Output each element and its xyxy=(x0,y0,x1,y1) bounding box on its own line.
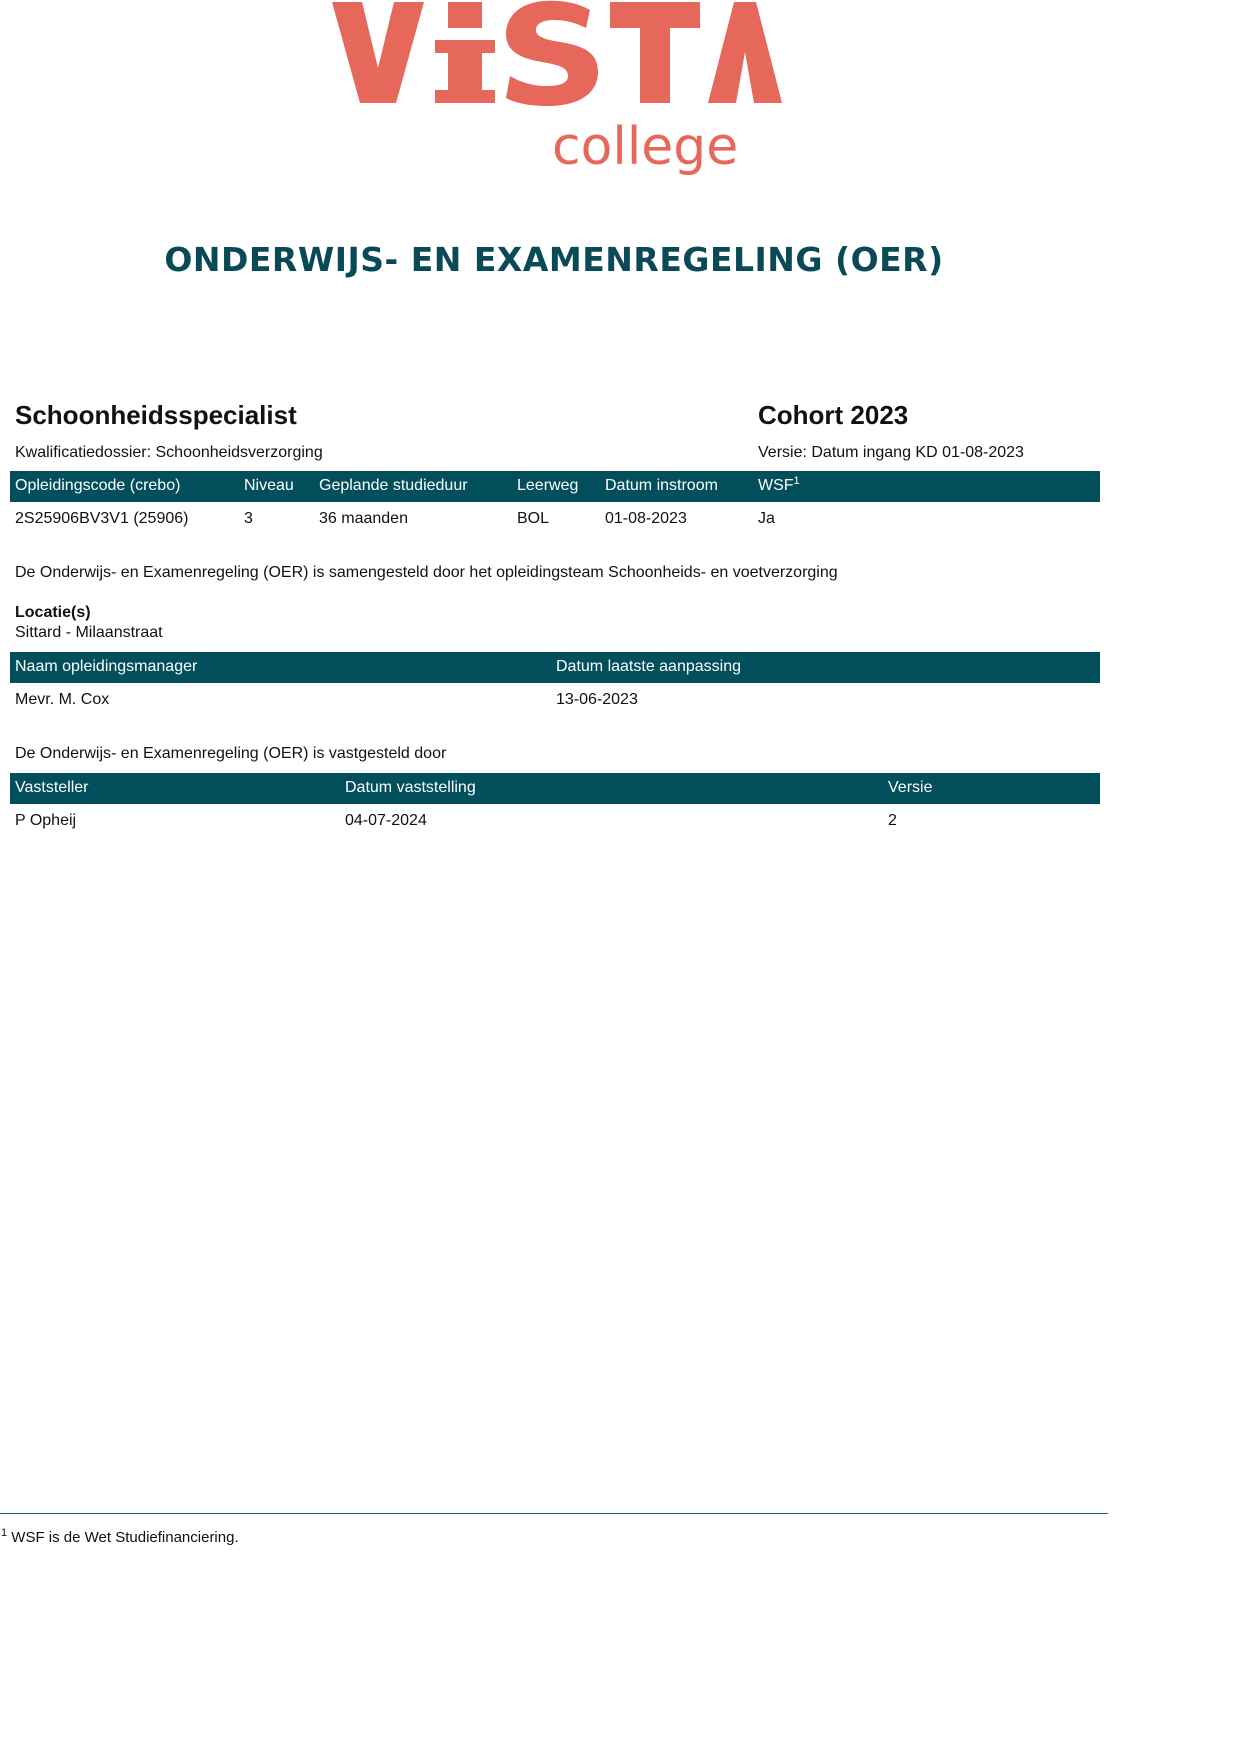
composed-by-text: De Onderwijs- en Examenregeling (OER) is samengesteld door het opleidingsteam Schoonheids- en voetverzorging xyxy=(15,564,838,581)
manager-table-header xyxy=(10,652,1100,683)
locations-value: Sittard - Milaanstraat xyxy=(15,624,163,641)
cell-datum-instroom: 01-08-2023 xyxy=(605,510,687,527)
col-wsf xyxy=(758,477,800,495)
col-opleidingsmanager: Naam opleidingsmanager xyxy=(15,658,198,675)
col-laatste-aanpassing: Datum laatste aanpassing xyxy=(556,658,741,675)
locations-label: Locatie(s) xyxy=(15,604,91,621)
document-title: ONDERWIJS- EN EXAMENREGELING (OER) xyxy=(164,240,944,279)
cell-versie: 2 xyxy=(888,812,897,829)
table-row xyxy=(10,691,1100,713)
vista-college-logo xyxy=(328,0,784,185)
version-info: Versie: Datum ingang KD 01-08-2023 xyxy=(758,444,1024,461)
footnote-marker: 1 xyxy=(1,1527,8,1539)
cell-leerweg: BOL xyxy=(517,510,550,527)
col-opleidingscode: Opleidingscode (crebo) xyxy=(15,477,181,494)
cell-laatste-aanpassing: 13-06-2023 xyxy=(556,691,638,708)
cell-datum-vaststelling: 04-07-2024 xyxy=(345,812,427,829)
established-table-header xyxy=(10,773,1100,804)
cell-wsf: Ja xyxy=(758,510,775,527)
col-niveau: Niveau xyxy=(244,477,294,494)
cohort: Cohort 2023 xyxy=(758,400,909,430)
cell-studieduur: 36 maanden xyxy=(319,510,408,527)
col-studieduur: Geplande studieduur xyxy=(319,477,468,494)
logo-graphic xyxy=(328,0,784,185)
footnote-ref[interactable]: 1 xyxy=(793,475,800,487)
footnote-divider xyxy=(0,1513,1108,1514)
program-name: Schoonheidsspecialist xyxy=(15,400,297,430)
col-versie: Versie xyxy=(888,779,933,796)
cell-opleidingscode: 2S25906BV3V1 (25906) xyxy=(15,510,189,527)
table-row xyxy=(10,510,1100,532)
col-datum-vaststelling: Datum vaststelling xyxy=(345,779,476,796)
col-wsf-label: WSF xyxy=(758,477,794,494)
cell-opleidingsmanager: Mevr. M. Cox xyxy=(15,691,110,708)
established-by-text: De Onderwijs- en Examenregeling (OER) is vastgesteld door xyxy=(15,745,447,762)
cell-niveau: 3 xyxy=(244,510,253,527)
cell-vaststeller: P Opheij xyxy=(15,812,77,829)
logo-subtext: college xyxy=(552,117,739,177)
table-row xyxy=(10,812,1100,834)
qualification-dossier: Kwalificatiedossier: Schoonheidsverzorging xyxy=(15,444,323,461)
col-vaststeller: Vaststeller xyxy=(15,779,89,796)
col-leerweg: Leerweg xyxy=(517,477,579,494)
col-datum-instroom: Datum instroom xyxy=(605,477,718,494)
program-table-header xyxy=(10,471,1100,502)
footnote-text: WSF is de Wet Studiefinanciering. xyxy=(11,1529,239,1546)
footnote xyxy=(1,1529,239,1546)
